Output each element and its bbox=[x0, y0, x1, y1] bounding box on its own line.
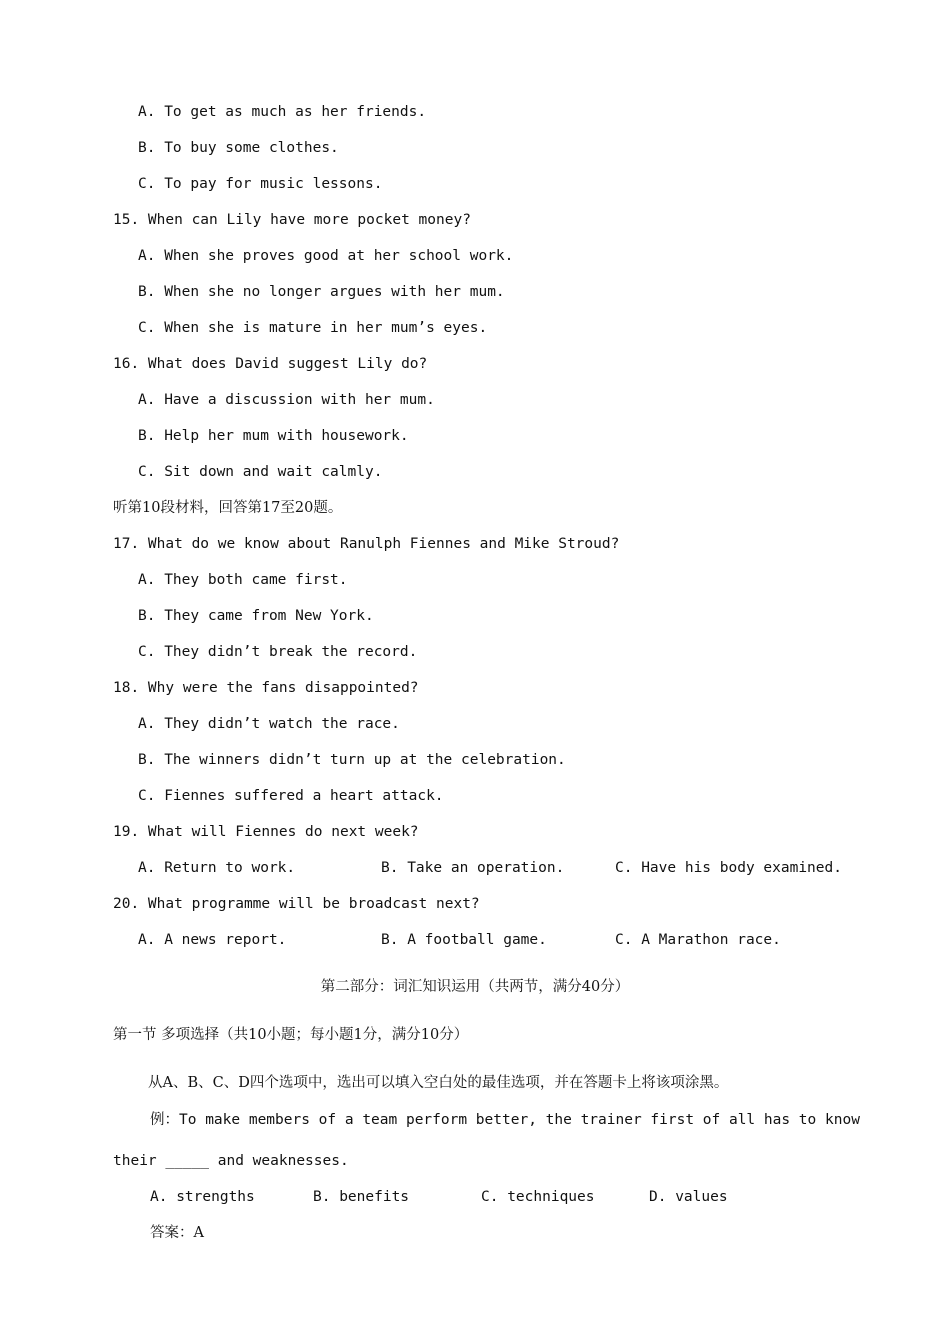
example-line-2: their _____ and weaknesses. bbox=[113, 1153, 349, 1169]
q20-option-b: B. A football game. bbox=[381, 932, 547, 948]
q18-stem: 18. Why were the fans disappointed? bbox=[113, 680, 419, 696]
q17-stem: 17. What do we know about Ranulph Fiennes and Mike Stroud? bbox=[113, 536, 620, 552]
q19-stem: 19. What will Fiennes do next week? bbox=[113, 824, 419, 840]
example-option-a: A. strengths bbox=[150, 1189, 255, 1205]
q20-option-a: A. A news report. bbox=[138, 932, 287, 948]
q19-option-a: A. Return to work. bbox=[138, 860, 296, 876]
q17-option-c: C. They didn’t break the record. bbox=[138, 644, 418, 660]
q16-option-b: B. Help her mum with housework. bbox=[138, 428, 409, 444]
q15-option-a: A. When she proves good at her school work. bbox=[138, 248, 514, 264]
q20-stem: 20. What programme will be broadcast next? bbox=[113, 896, 480, 912]
q15-option-c: C. When she is mature in her mum’s eyes. bbox=[138, 320, 488, 336]
part2-title: 第二部分：词汇知识运用（共两节，满分40分） bbox=[320, 979, 630, 995]
section10-instruction: 听第10段材料，回答第17至20题。 bbox=[113, 500, 343, 516]
q16-option-c: C. Sit down and wait calmly. bbox=[138, 464, 383, 480]
q15-option-b: B. When she no longer argues with her mum. bbox=[138, 284, 505, 300]
q17-option-b: B. They came from New York. bbox=[138, 608, 374, 624]
q14-option-b: B. To buy some clothes. bbox=[138, 140, 339, 156]
q16-option-a: A. Have a discussion with her mum. bbox=[138, 392, 435, 408]
q14-option-c: C. To pay for music lessons. bbox=[138, 176, 383, 192]
q18-option-b: B. The winners didn’t turn up at the celebration. bbox=[138, 752, 566, 768]
q18-option-a: A. They didn’t watch the race. bbox=[138, 716, 400, 732]
section1-title: 第一节 多项选择（共10小题；每小题1分，满分10分） bbox=[113, 1027, 469, 1043]
example-option-b: B. benefits bbox=[313, 1189, 410, 1205]
example-line-1: 例：To make members of a team perform better, the trainer first of all has to know bbox=[150, 1112, 860, 1128]
example-answer: 答案：A bbox=[150, 1225, 204, 1241]
q16-stem: 16. What does David suggest Lily do? bbox=[113, 356, 428, 372]
example-option-c: C. techniques bbox=[481, 1189, 595, 1205]
q20-option-c: C. A Marathon race. bbox=[615, 932, 781, 948]
q18-option-c: C. Fiennes suffered a heart attack. bbox=[138, 788, 444, 804]
instruction: 从A、B、C、D四个选项中，选出可以填入空白处的最佳选项，并在答题卡上将该项涂黑。 bbox=[148, 1075, 729, 1091]
q19-option-b: B. Take an operation. bbox=[381, 860, 565, 876]
example-option-d: D. values bbox=[649, 1189, 728, 1205]
q17-option-a: A. They both came first. bbox=[138, 572, 348, 588]
q15-stem: 15. When can Lily have more pocket money? bbox=[113, 212, 471, 228]
q14-option-a: A. To get as much as her friends. bbox=[138, 104, 427, 120]
q19-option-c: C. Have his body examined. bbox=[615, 860, 842, 876]
